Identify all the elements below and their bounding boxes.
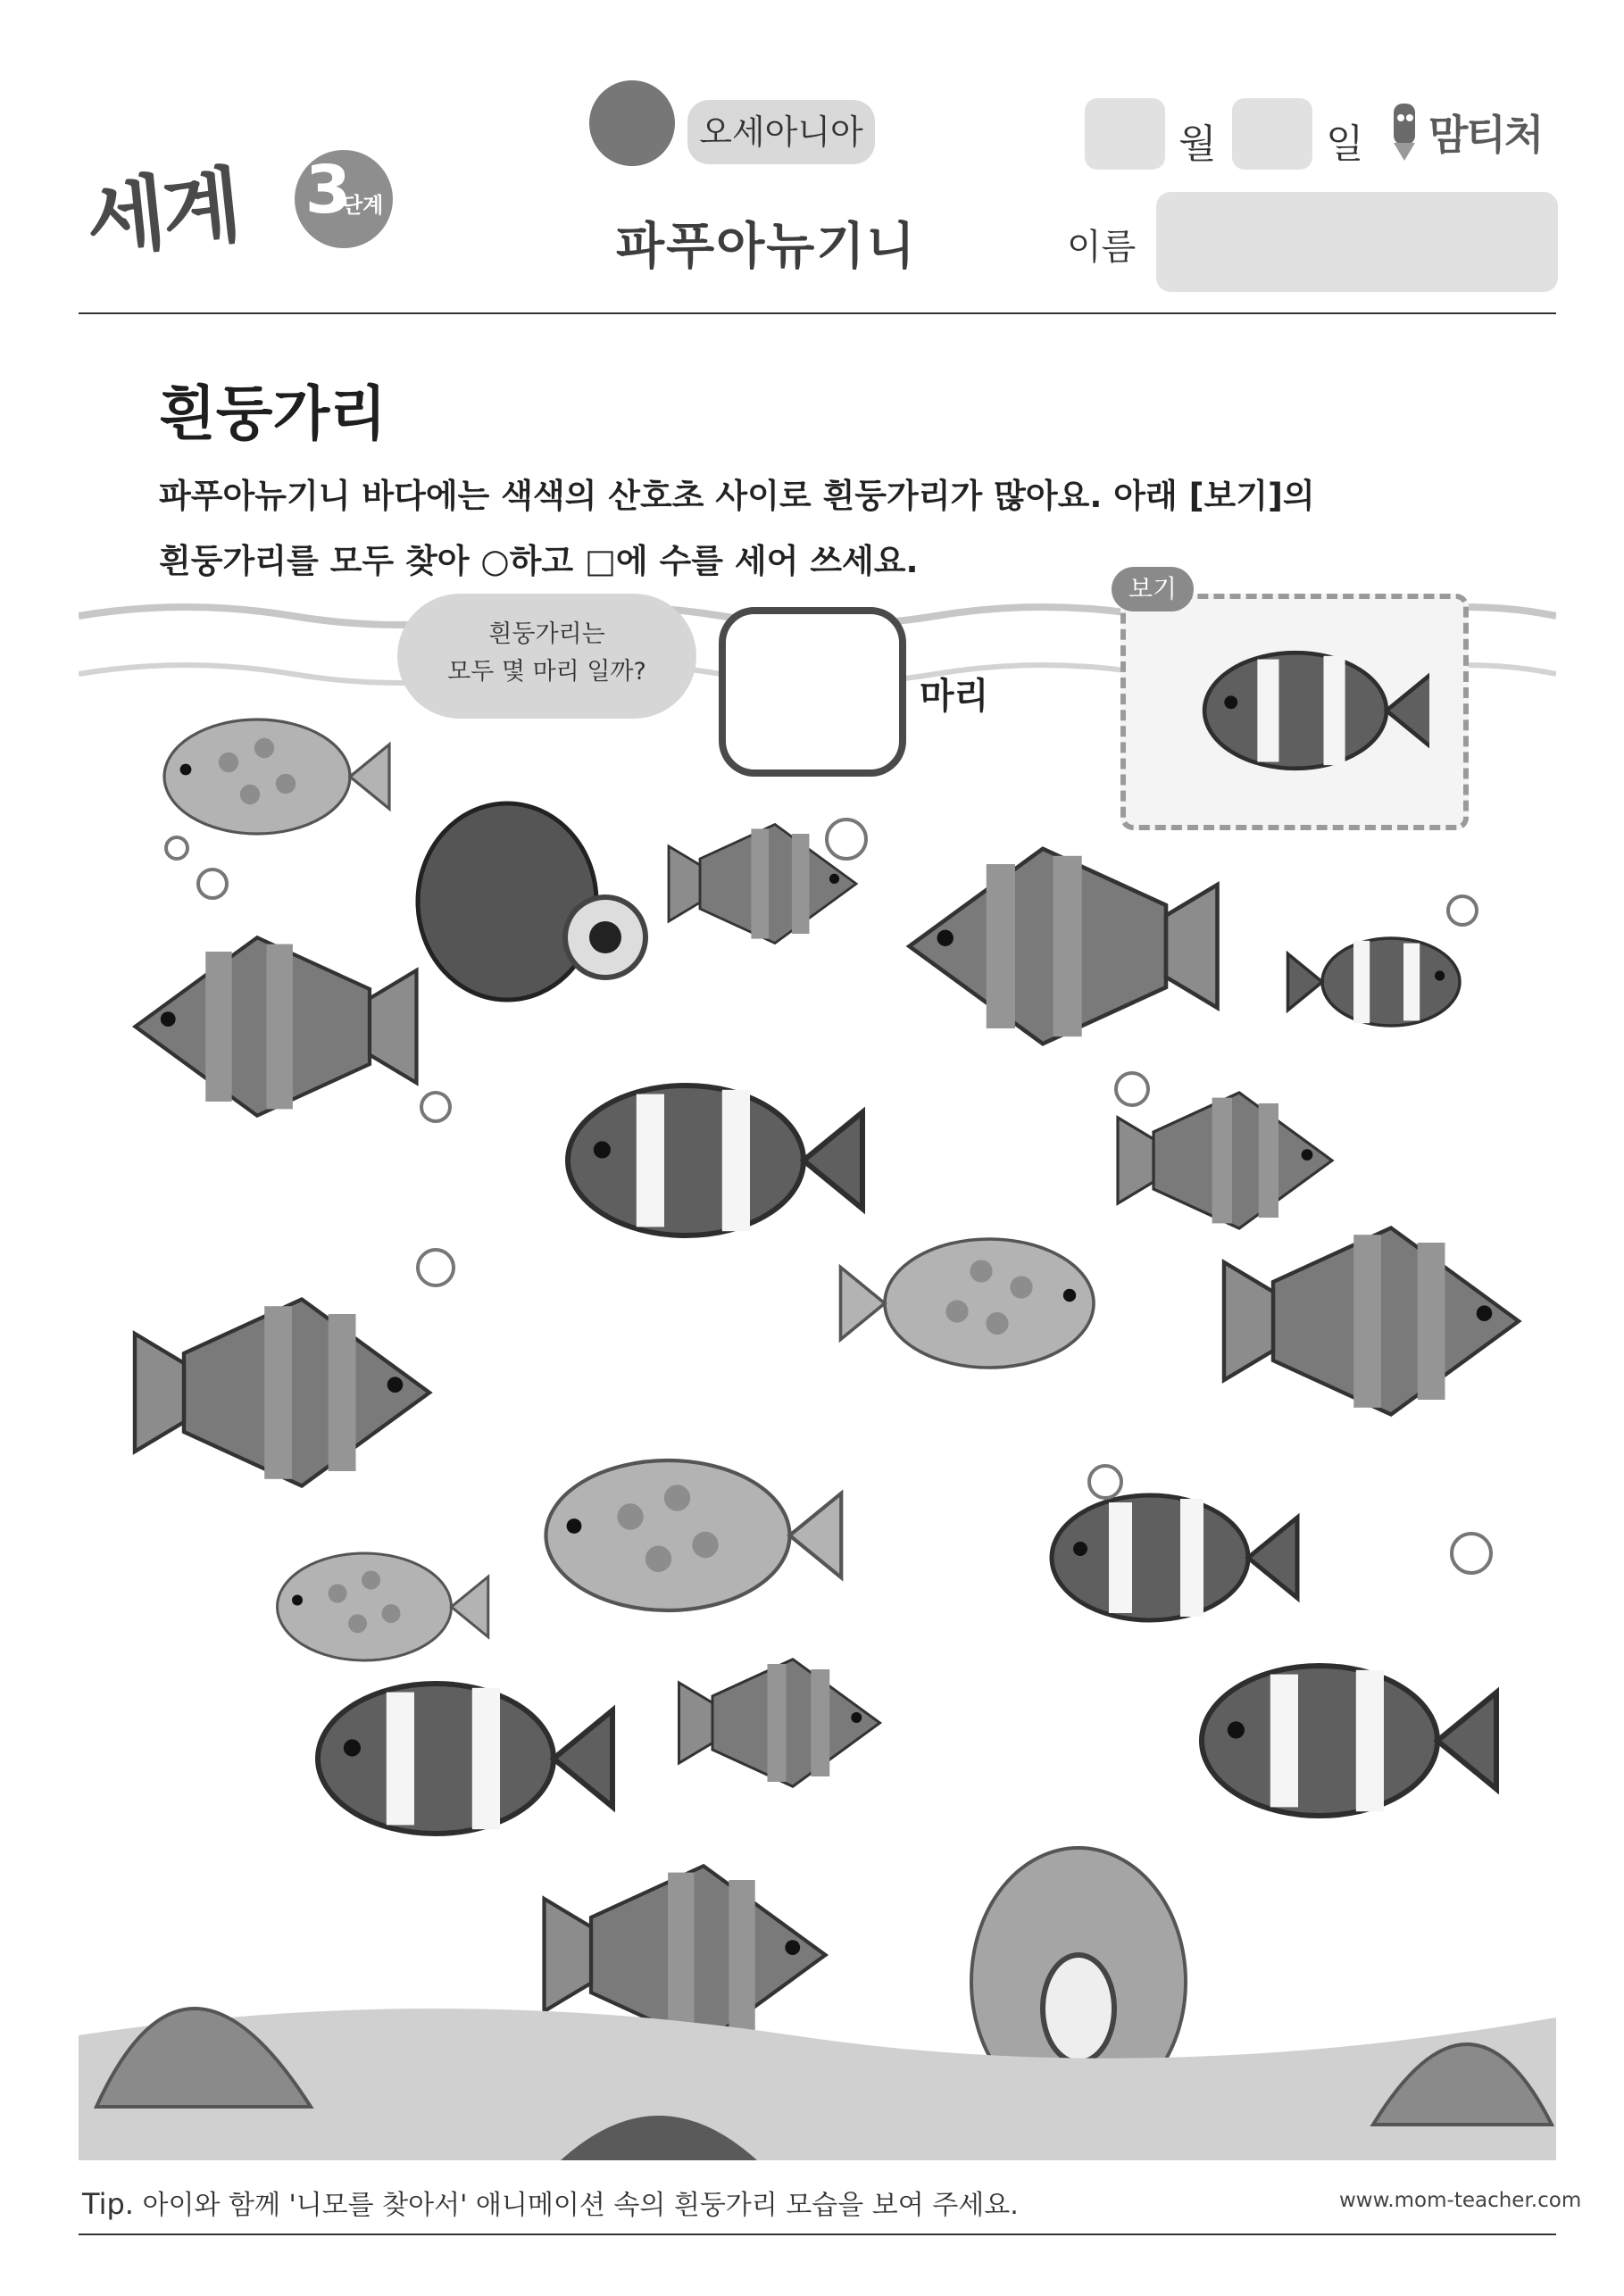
- speech-bubble: [397, 594, 696, 719]
- example-tag: 보기: [1112, 567, 1194, 611]
- country-title: 파푸아뉴기니: [616, 218, 917, 276]
- series-level-number: 3: [304, 152, 352, 229]
- series-logo: 세계: [81, 157, 243, 269]
- speech-bubble-line-1: 흰둥가리는: [488, 620, 605, 648]
- footer-divider: [79, 2234, 1556, 2235]
- day-input-box[interactable]: [1232, 98, 1312, 170]
- speech-bubble-line-2: 모두 몇 마리 일까?: [447, 658, 646, 686]
- month-input-box[interactable]: [1085, 98, 1165, 170]
- example-panel: [1120, 594, 1469, 830]
- instruction-line-2: 흰둥가리를 모두 찾아 ○하고 □에 수를 세어 쓰세요.: [159, 542, 919, 580]
- exercise-title: 흰둥가리: [159, 379, 387, 448]
- globe-mascot-icon: [589, 80, 675, 166]
- month-label: 월: [1178, 121, 1217, 167]
- pencil-mascot-icon: [1387, 98, 1422, 162]
- website-url: www.mom-teacher.com: [1339, 2189, 1582, 2212]
- header-divider: [79, 312, 1556, 314]
- name-input-box[interactable]: [1156, 192, 1558, 292]
- region-label: 오세아니아: [687, 100, 875, 164]
- name-label: 이름: [1067, 227, 1137, 268]
- answer-unit-label: 마리: [920, 676, 989, 717]
- tip-text: 아이와 함께 '니모를 찾아서' 애니메이션 속의 흰둥가리 모습을 보여 주세요.: [142, 2190, 1019, 2221]
- day-label: 일: [1326, 121, 1364, 167]
- tip-note: [82, 2183, 1019, 2222]
- answer-count-box[interactable]: [719, 607, 906, 777]
- series-level-unit: 단계: [342, 193, 384, 218]
- instruction-line-1: 파푸아뉴기니 바다에는 색색의 산호초 사이로 흰둥가리가 많아요. 아래 [보기]의: [159, 477, 1315, 515]
- example-clownfish-icon: [1162, 621, 1429, 800]
- tip-lead: Tip.: [82, 2187, 134, 2221]
- brand-logo: 맘티처: [1428, 111, 1543, 159]
